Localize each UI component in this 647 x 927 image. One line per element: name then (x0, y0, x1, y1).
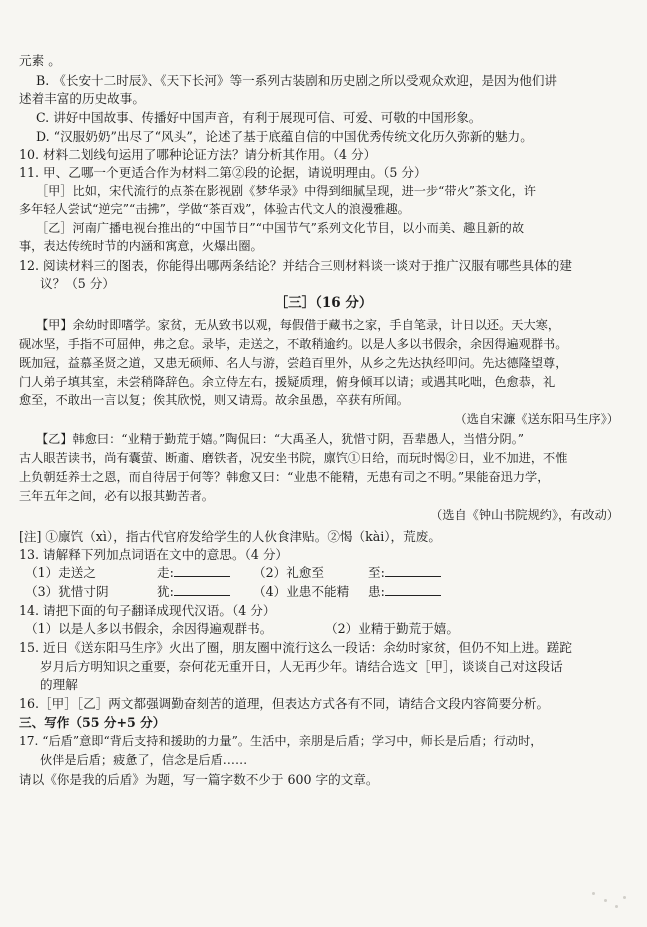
scan-speck (604, 899, 607, 902)
question-16: 16.［甲］［乙］两文都强调勤奋刻苦的道理，但表达方式各有不同，请结合文段内容简要分析。 (19, 696, 550, 711)
q14-item-1: （1）以是人多以书假余，余因得遍观群书。 (25, 621, 273, 636)
passage-yi-line-1: 【乙】韩愈曰：“业精于勤荒于嬉。”陶侃曰：“大禹圣人，犹惜寸阴，吾辈愚人，当惜分阴。” (36, 432, 525, 446)
passage-yi-line-2: 古人眼苦读书，尚有囊萤、断齑、磨铁者，况安坐书院，廪饩①日给，而玩时愒②日，业不加进，不惟 (19, 451, 568, 465)
passage-jia-line-3: 既加冠，益慕圣贤之道，又患无硕师、名人与游，尝趋百里外，从乡之先达执经叩问。先达德隆望尊， (19, 356, 568, 370)
passage-yi-line-3: 上负朝廷养士之恩，而自待居于何等？韩愈又曰：“业患不能精，无患有司之不明。”果能奋迅力学， (19, 470, 550, 484)
q13-item-3-label (157, 583, 230, 600)
line-option-c: C. 讲好中国故事、传播好中国声音，有利于展现可信、可爱、可敬的中国形象。 (36, 110, 482, 125)
q11-option-jia-cont: 多年轻人尝试“逆完”“击拂”，学做“茶百戏”，体验古代文人的浪漫雅趣。 (19, 202, 410, 216)
line-option-a-end: 元素 。 (19, 53, 61, 68)
section-writing-title: 三、写作（55 分+5 分） (19, 715, 166, 730)
answer-blank[interactable] (174, 583, 230, 596)
q13-item-1-label (157, 564, 230, 581)
line-option-b-cont: 述着丰富的历史故事。 (19, 91, 145, 106)
question-12: 12. 阅读材料三的图表，你能得出哪两条结论？并结合三则材料谈一谈对于推广汉服有哪些具体的建 (19, 258, 572, 273)
line-option-b: B. 《长安十二时辰》、《天下长河》等一系列古装剧和历史剧之所以受观众欢迎，是因为他们讲 (36, 73, 558, 88)
passage-yi-line-4: 三年五年之间，必有以报其勤苦者。 (19, 489, 214, 503)
q13-item-3-word: 犹: (157, 584, 174, 599)
q11-option-jia: ［甲］比如，宋代流行的点茶在影视剧《梦华录》中得到细腻呈现，进一步“带火”茶文化，许 (36, 184, 536, 198)
scan-speck (615, 905, 618, 908)
q13-item-4: （4）业患不能精 (253, 584, 350, 599)
question-17: 17. “后盾”意即“背后支持和援助的力量”。生活中，亲朋是后盾；学习中，师长是后盾；行动时， (19, 734, 543, 748)
passage-jia-line-5: 愈至，不敢出一言以复；俟其欣悦，则又请焉。故余虽愚，卒获有所闻。 (19, 393, 409, 407)
question-10: 10. 材料二划线句运用了哪种论证方法？请分析其作用。（4 分） (19, 147, 377, 162)
section-three-title: ［三］（16 分） (274, 295, 373, 311)
question-13: 13. 请解释下列加点词语在文中的意思。（4 分） (19, 547, 289, 562)
question-12-cont: 议？（5 分） (40, 276, 115, 291)
question-17-cont: 伙伴是后盾；疲惫了，信念是后盾…… (40, 753, 248, 767)
q13-item-2-label (368, 564, 441, 581)
q13-item-4-word: 患: (368, 584, 385, 599)
passage-yi-source: （选自《钟山书院规约》，有改动） (430, 508, 619, 522)
answer-blank[interactable] (385, 583, 441, 596)
question-15-cont-2: 的理解 (40, 677, 78, 692)
q13-item-4-label (368, 583, 441, 600)
question-14: 14. 请把下面的句子翻译成现代汉语。（4 分） (19, 603, 276, 618)
passage-jia-line-2: 砚冰坚，手指不可屈伸，弗之怠。录毕，走送之，不敢稍逾约。以是人多以书假余，余因得遍观群书。 (19, 337, 568, 351)
question-15: 15. 近日《送东阳马生序》火出了圈，朋友圈中流行这么一段话：余幼时家贫，但仍不知上进。蹉跎 (19, 640, 572, 655)
question-11: 11. 甲、乙哪一个更适合作为材料二第②段的论据，请说明理由。（5 分） (19, 165, 427, 180)
passage-jia-line-1: 【甲】余幼时即嗜学。家贫，无从致书以观，每假借于藏书之家，手自笔录，计日以还。天大寒， (36, 318, 561, 332)
q13-item-1-word: 走: (157, 565, 174, 580)
line-option-d: D. “汉服奶奶”出尽了“风头”，论述了基于底蕴自信的中国优秀传统文化历久弥新的魅力。 (36, 129, 533, 144)
q13-item-1: （1）走送之 (25, 565, 96, 580)
scan-speck (592, 892, 595, 895)
q13-item-3: （3）犹惜寸阴 (25, 584, 109, 599)
question-15-cont: 岁月后方明知识之重要，奈何花无重开日，人无再少年。请结合选文［甲］，谈谈自己对这段话 (40, 659, 563, 674)
annotation-note: [注] ①廪饩（xì），指古代官府发给学生的人伙食津贴。②愒（kài），荒废。 (19, 529, 441, 544)
q11-option-yi: ［乙］河南广播电视台推出的“中国节日”“中国节气”系列文化节目，以小而美、趣且新的故 (36, 221, 525, 235)
scan-speck (623, 896, 626, 899)
q13-item-2: （2）礼愈至 (253, 565, 324, 580)
passage-jia-line-4: 门人弟子填其室，未尝稍降辞色。余立侍左右，援疑质理，俯身倾耳以请；或遇其叱咄，色愈恭，礼 (19, 375, 556, 389)
q13-item-2-word: 至: (368, 565, 385, 580)
answer-blank[interactable] (385, 564, 441, 577)
q14-item-2: （2）业精于勤荒于嬉。 (325, 621, 459, 636)
answer-blank[interactable] (174, 564, 230, 577)
passage-jia-source: （选自宋濂《送东阳马生序》） (454, 412, 619, 426)
q11-option-yi-cont: 事，表达传统时节的内涵和寓意，火爆出圈。 (19, 239, 263, 253)
writing-prompt: 请以《你是我的后盾》为题，写一篇字数不少于 600 字的文章。 (19, 772, 379, 787)
